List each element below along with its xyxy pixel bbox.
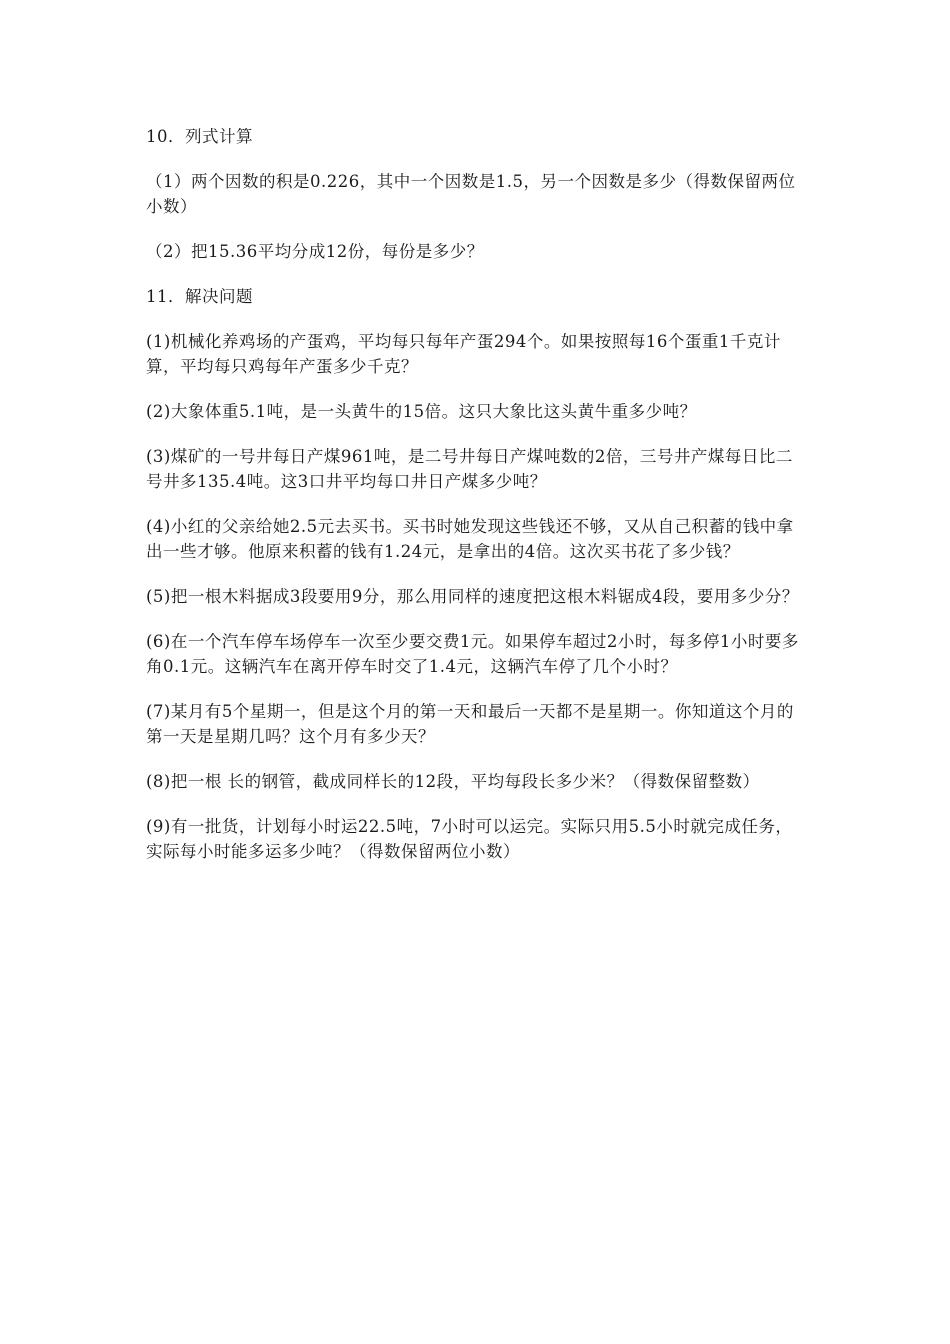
question-11-7: (7)某月有5个星期一，但是这个月的第一天和最后一天都不是星期一。你知道这个月的第一天是星期几吗？这个月有多少天？ bbox=[146, 702, 794, 746]
section-heading-calculation: 10．列式计算 bbox=[146, 127, 253, 146]
section-heading-problem-solving: 11．解决问题 bbox=[146, 287, 253, 306]
worksheet-page bbox=[146, 124, 806, 884]
question-11-3: (3)煤矿的一号井每日产煤961吨，是二号井每日产煤吨数的2倍，三号井产煤每日比二号井多135.4吨。这3口井平均每口井日产煤多少吨？ bbox=[146, 447, 793, 491]
question-11-9: (9)有一批货，计划每小时运22.5吨，7小时可以运完。实际只用5.5小时就完成任务，实际每小时能多运多少吨？（得数保留两位小数） bbox=[146, 817, 793, 861]
question-10-1: （1）两个因数的积是0.226，其中一个因数是1.5，另一个因数是多少（得数保留两位小数） bbox=[146, 172, 796, 216]
question-11-8: (8)把一根 长的钢管，截成同样长的12段，平均每段长多少米？（得数保留整数） bbox=[146, 772, 760, 791]
question-11-4: (4)小红的父亲给她2.5元去买书。买书时她发现这些钱还不够，又从自己积蓄的钱中拿出一些才够。他原来积蓄的钱有1.24元，是拿出的4倍。这次买书花了多少钱？ bbox=[146, 517, 794, 561]
question-11-6: (6)在一个汽车停车场停车一次至少要交费1元。如果停车超过2小时，每多停1小时要多角0.1元。这辆汽车在离开停车时交了1.4元，这辆汽车停了几个小时？ bbox=[146, 632, 799, 676]
question-11-5: (5)把一根木料据成3段要用9分，那么用同样的速度把这根木料锯成4段，要用多少分？ bbox=[146, 587, 799, 606]
question-10-2: （2）把15.36平均分成12份，每份是多少？ bbox=[146, 242, 484, 261]
question-11-2: (2)大象体重5.1吨，是一头黄牛的15倍。这只大象比这头黄牛重多少吨？ bbox=[146, 402, 697, 421]
question-11-1: (1)机械化养鸡场的产蛋鸡，平均每只每年产蛋294个。如果按照每16个蛋重1千克计算，平均每只鸡每年产蛋多少千克？ bbox=[146, 332, 781, 376]
